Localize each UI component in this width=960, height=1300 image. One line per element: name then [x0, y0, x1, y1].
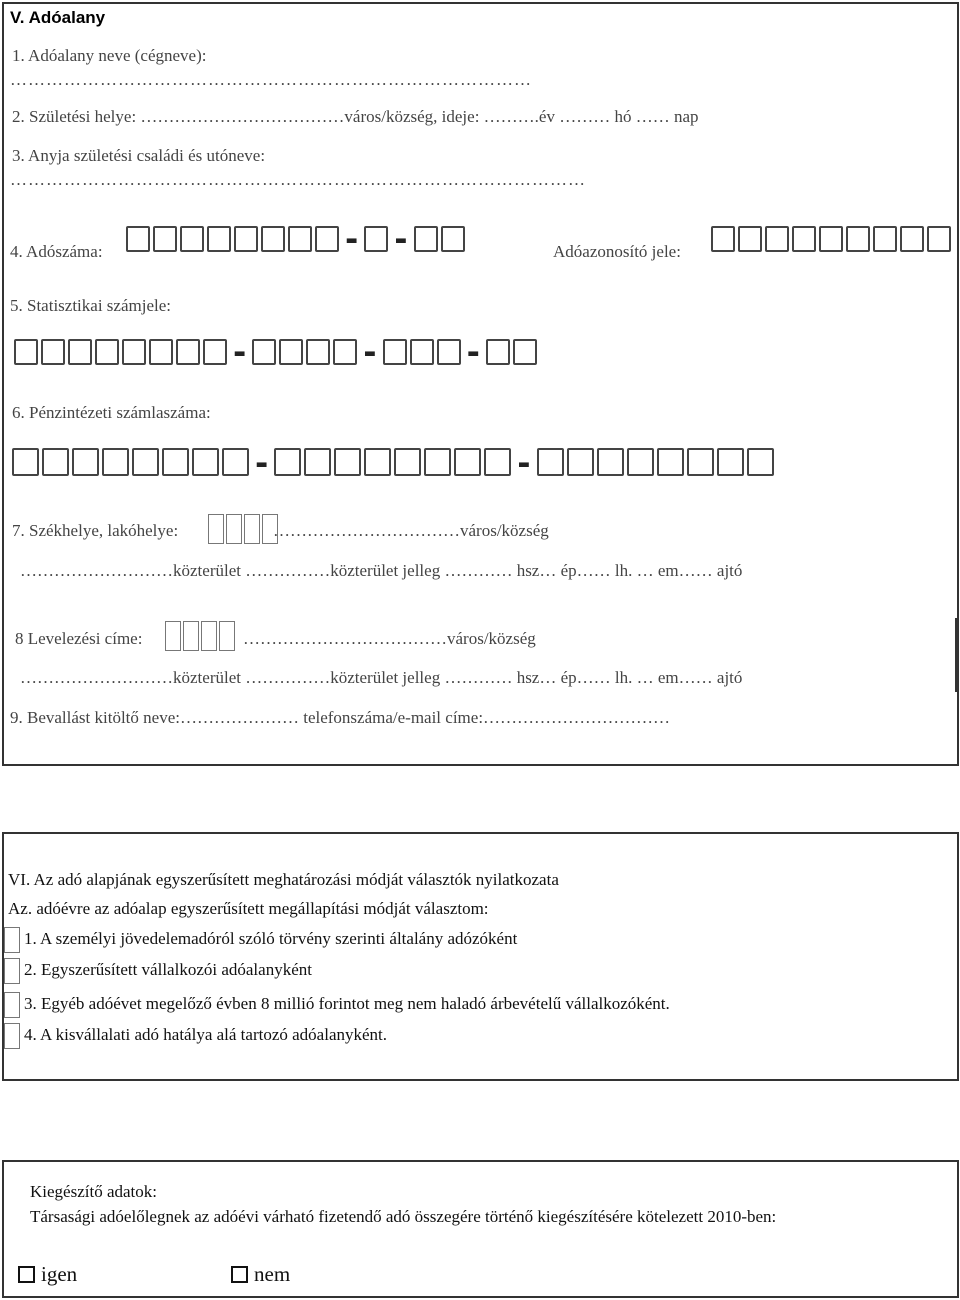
- yes-option[interactable]: [18, 1262, 77, 1287]
- section-vi-title: VI. Az adó alapjának egyszerűsített meghatározási módját választók nyilatkozata: [8, 870, 559, 889]
- tax-id-boxes[interactable]: [711, 226, 951, 252]
- mail-city-field[interactable]: ………………………………város/község: [243, 629, 536, 648]
- option-4-checkbox[interactable]: [4, 1023, 20, 1049]
- option-1-checkbox[interactable]: [4, 927, 20, 953]
- supplement-frame: [2, 1160, 959, 1298]
- bank-account-label: 6. Pénzintézeti számlaszáma:: [12, 403, 211, 422]
- no-option[interactable]: [231, 1262, 290, 1287]
- tax-id-label: Adóazonosító jele:: [553, 242, 681, 261]
- mother-name-field[interactable]: ……………………………………………………………………………………: [10, 170, 586, 189]
- seat-zip-boxes[interactable]: [208, 514, 278, 544]
- mail-zip-boxes[interactable]: [165, 621, 235, 651]
- seat-label: 7. Székhelye, lakóhelye:: [12, 521, 179, 540]
- taxpayer-name-field[interactable]: ……………………………………………………………………………: [10, 70, 532, 89]
- taxpayer-name-label: 1. Adóalany neve (cégneve):: [12, 46, 207, 65]
- option-2-label: 2. Egyszerűsített vállalkozói adóalanyként: [24, 959, 312, 979]
- mother-name-label: 3. Anyja születési családi és utóneve:: [12, 146, 266, 165]
- tax-number-label: 4. Adószáma:: [10, 242, 103, 261]
- seat-city-field[interactable]: ……………………………város/község: [273, 521, 549, 540]
- yes-label: igen: [41, 1262, 78, 1286]
- stat-number-label: 5. Statisztikai számjele:: [10, 296, 171, 315]
- option-row-2[interactable]: [4, 958, 312, 984]
- mail-address-left-bar: [2, 618, 4, 692]
- mail-address-right-bar: [955, 618, 957, 692]
- stat-number-boxes[interactable]: - - -: [14, 339, 537, 365]
- filler-contact-line[interactable]: 9. Bevallást kitöltő neve:………………… telefonszáma/e-mail címe:……………………………: [10, 708, 671, 727]
- section-v-title: V. Adóalany: [10, 8, 106, 27]
- option-row-3[interactable]: [4, 992, 670, 1018]
- option-row-1[interactable]: [4, 927, 517, 953]
- option-3-label: 3. Egyéb adóévet megelőző évben 8 millió forintot meg nem haladó árbevételű vállalkozóként.: [24, 993, 670, 1013]
- seat-street-field[interactable]: ………………………közterület ……………közterület jelleg ………… hsz… ép…… lh. … em…… ajtó: [20, 561, 743, 580]
- option-2-checkbox[interactable]: [4, 958, 20, 984]
- birth-place-line[interactable]: 2. Születési helye: ………………………………város/község, ideje: ……….év ……… hó …… nap: [12, 107, 699, 126]
- mail-address-label: 8 Levelezési címe:: [15, 629, 143, 648]
- option-row-4[interactable]: [4, 1023, 387, 1049]
- yes-checkbox[interactable]: [18, 1266, 35, 1283]
- bank-account-boxes[interactable]: - -: [12, 448, 774, 476]
- section-vi-subtitle: Az. adóévre az adóalap egyszerűsített megállapítási módját választom:: [8, 899, 489, 918]
- option-4-label: 4. A kisvállalati adó hatálya alá tartozó adóalanyként.: [24, 1024, 388, 1044]
- tax-number-boxes[interactable]: - -: [126, 226, 465, 252]
- option-1-label: 1. A személyi jövedelemadóról szóló törvény szerinti általány adózóként: [24, 928, 518, 948]
- supplement-title: Kiegészítő adatok:: [30, 1182, 157, 1201]
- no-label: nem: [254, 1262, 291, 1286]
- supplement-question: Társasági adóelőlegnek az adóévi várható fizetendő adó összegére történő kiegészítésére kötelezett 2010-ben:: [30, 1207, 777, 1226]
- option-3-checkbox[interactable]: [4, 992, 20, 1018]
- no-checkbox[interactable]: [231, 1266, 248, 1283]
- mail-street-field[interactable]: ………………………közterület ……………közterület jelleg ………… hsz… ép…… lh. … em…… ajtó: [20, 668, 743, 687]
